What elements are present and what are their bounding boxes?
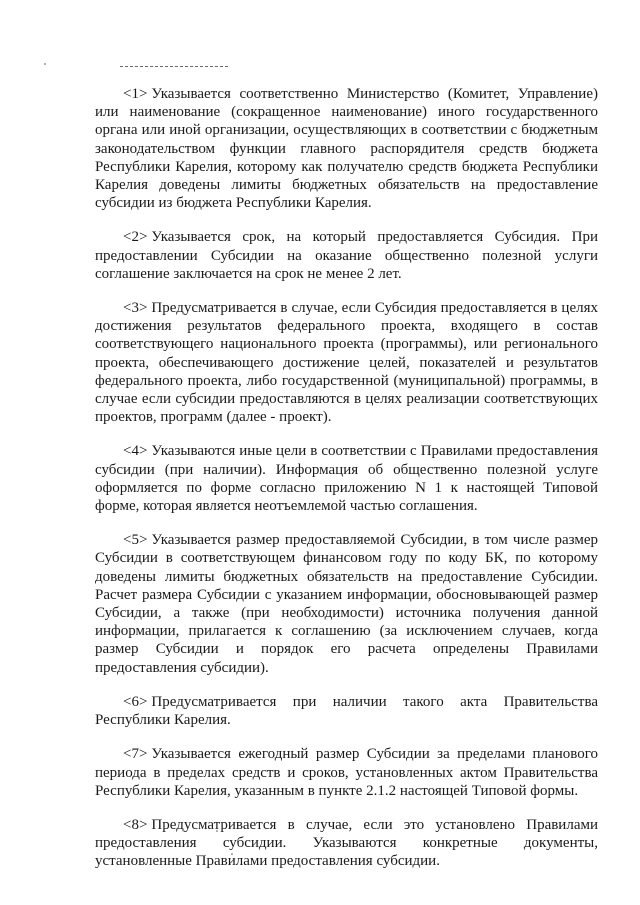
scan-speck xyxy=(44,63,46,65)
footnote-separator-line xyxy=(120,66,228,67)
footnote-8 xyxy=(95,816,598,871)
footnote-text: Предусматривается при наличии такого акта Правительства Республики Карелия. xyxy=(95,693,598,729)
footnote-3 xyxy=(95,299,598,426)
footnote-5 xyxy=(95,531,598,677)
footnote-marker: <4> xyxy=(123,443,148,460)
footnote-text: Указывается ежегодный размер Субсидии за пределами планового периода в пределах средств и сроков, установленных актом Правительства Республики Карелия, указанным в пункте 2.1.2 настоящей Типовой формы. xyxy=(95,746,598,799)
footnote-marker: <3> xyxy=(123,300,148,317)
footnote-4 xyxy=(95,442,598,515)
footnote-2 xyxy=(95,228,598,283)
footnote-text: Указываются иные цели в соответствии с Правилами предоставления субсидии (при наличии). Информация об общественно полезной услуге оформляется по форме согласно приложению N 1 к настоящей Типовой форме, которая является неотъемлемой частью соглашения. xyxy=(95,443,598,515)
footnote-7 xyxy=(95,745,598,800)
footnote-text: Указывается срок, на который предоставляется Субсидия. При предоставлении Субсидии на оказание общественно полезной услуги соглашение заключается на срок не менее 2 лет. xyxy=(95,229,598,282)
footnote-text: Указывается размер предоставляемой Субсидии, в том числе размер Субсидии в соответствующем финансовом году по коду БК, по которому доведены лимиты бюджетных обязательств на предоставление Субсидии. Расчет размера Субсидии с указанием информации, обосновывающей размер Субсидии, а также (при необходимости) источника получения данной информации, прилагается к соглашению (за исключением случаев, когда размер Субсидии и порядок его расчета определены Правилами предоставления субсидии). xyxy=(95,532,598,676)
footnote-1 xyxy=(95,85,598,212)
footnote-marker: <5> xyxy=(123,532,148,549)
footnote-marker: <6> xyxy=(123,693,148,710)
footnote-text: Предусматривается в случае, если Субсидия предоставляется в целях достижения результатов федерального проекта, входящего в состав соответствующего национального проекта (программы), или регионального проекта, обеспечивающего достижение целей, показателей и результатов федерального проекта, либо государственной (муниципальной) программы, в случае если субсидии предоставляются в целях реализации соответствующих проектов, программ (далее - проект). xyxy=(95,300,598,426)
footnote-text: Указывается соответственно Министерство (Комитет, Управление) или наименование (сокращенное наименование) иного государственного органа или иной организации, осуществляющих в соответствии с бюджетным законодательством функции главного распорядителя средств бюджета Республики Карелия, которому как получателю средств бюджета Республики Карелия доведены лимиты бюджетных обязательств на предоставление субсидии из бюджета Республики Карелия. xyxy=(95,86,598,212)
footnote-marker: <1> xyxy=(123,86,148,102)
footnote-marker: <7> xyxy=(123,746,148,763)
footnotes-list xyxy=(95,85,598,887)
footnote-marker: <8> xyxy=(123,816,148,833)
footnote-text: Предусматривается в случае, если это установлено Правилами предоставления субсидии. Указываются конкретные документы, установленные Правилами предоставления субсидии. xyxy=(95,816,598,870)
footnote-6 xyxy=(95,693,598,729)
footnote-marker: <2> xyxy=(123,229,148,246)
